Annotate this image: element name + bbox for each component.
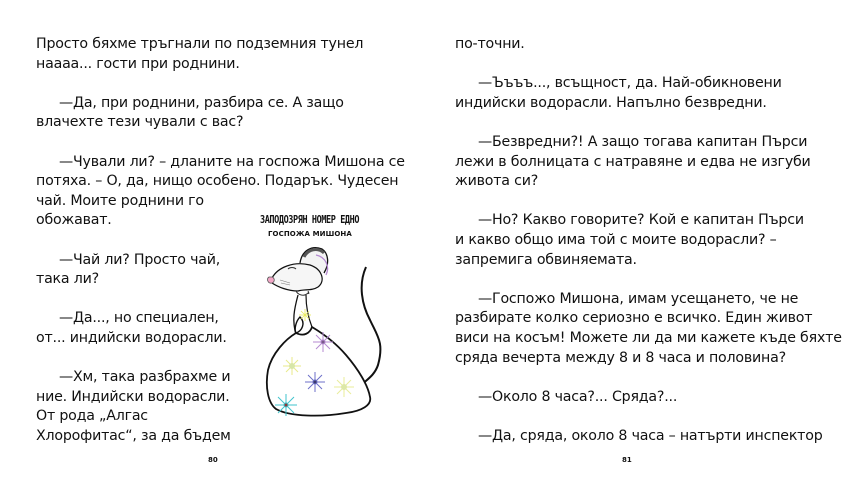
text-line: —Но? Какво говорите? Кой е капитан Пърси (478, 212, 804, 229)
text-line: От рода „Алгас (36, 408, 148, 425)
text-line: —Чували ли? – дланите на госпожа Мишона се (59, 153, 405, 170)
paragraph-gap (455, 192, 842, 212)
text-line: —Да, сряда, около 8 часа – натърти инспектор (478, 427, 823, 444)
suspect-illustration (250, 205, 410, 445)
text-line: чай. Моите роднини го (36, 192, 204, 209)
paragraph-gap (36, 133, 405, 153)
text-line: потяха. – О, да, нищо особено. Подарък. Чудесен (36, 173, 399, 190)
text-line: —Ъъъъ..., всъщност, да. Най-обикновени (478, 75, 782, 92)
mouse-illustration-icon (250, 205, 410, 445)
text-line: —Чай ли? Просто чай, (59, 251, 221, 268)
text-line: —Безвредни?! А защо тогава капитан Пърси (478, 133, 808, 150)
text-line: ние. Индийски водорасли. (36, 388, 230, 405)
text-line: по-точни. (455, 36, 525, 52)
paragraph-gap (455, 113, 842, 133)
text-line: Хлорофитас“, за да бъдем (36, 427, 231, 444)
text-line: запремига обвиняемата. (455, 251, 637, 268)
illustration-subtitle: ГОСПОЖА МИШОНА (268, 230, 352, 238)
star-5 (275, 394, 297, 416)
star-4 (334, 377, 354, 397)
text-line: —Хм, така разбрахме и (59, 369, 231, 386)
text-line: сряда вечерта между 8 и 8 часа и половина? (455, 349, 786, 366)
text-line: —Да..., но специален, (59, 310, 219, 327)
text-line: лежи в болницата с натравяне и едва не изгуби (455, 153, 811, 170)
right-page-text (455, 35, 842, 446)
illustration-title: ЗАПОДОЗРЯН НОМЕР ЕДНО (260, 214, 360, 227)
text-line: от... индийски водорасли. (36, 329, 227, 346)
page-number-left: 80 (208, 456, 218, 464)
text-line: —Госпожо Мишона, имам усещането, че не (478, 290, 799, 307)
star-3 (305, 372, 325, 392)
page-number-right: 81 (622, 456, 632, 464)
paragraph-gap (455, 270, 842, 290)
text-line: —Да, при роднини, разбира се. А защо (59, 94, 344, 111)
text-line: живота си? (455, 173, 539, 190)
text-line: и какво общо има той с моите водорасли? – (455, 231, 777, 248)
star-1 (313, 332, 333, 352)
text-line: влачехте тези чували с вас? (36, 114, 244, 131)
paragraph-gap (455, 55, 842, 75)
text-line: разбирате колко сериозно е всичко. Един живот (455, 310, 813, 327)
right-page (425, 0, 850, 482)
text-line: виси на косъм! Можете ли да ми кажете къде бяхте (455, 329, 842, 346)
text-line: Просто бяхме тръгнали по подземния тунел (36, 36, 364, 52)
text-line: индийски водорасли. Напълно безвредни. (455, 94, 767, 111)
text-line: —Около 8 часа?... Сряда?... (478, 388, 678, 405)
paragraph-gap (455, 368, 842, 388)
text-line: обожават. (36, 212, 112, 229)
text-line: наааа... гости при роднини. (36, 55, 240, 72)
paragraph-gap (455, 407, 842, 427)
text-line: така ли? (36, 271, 99, 288)
paragraph-gap (36, 74, 405, 94)
